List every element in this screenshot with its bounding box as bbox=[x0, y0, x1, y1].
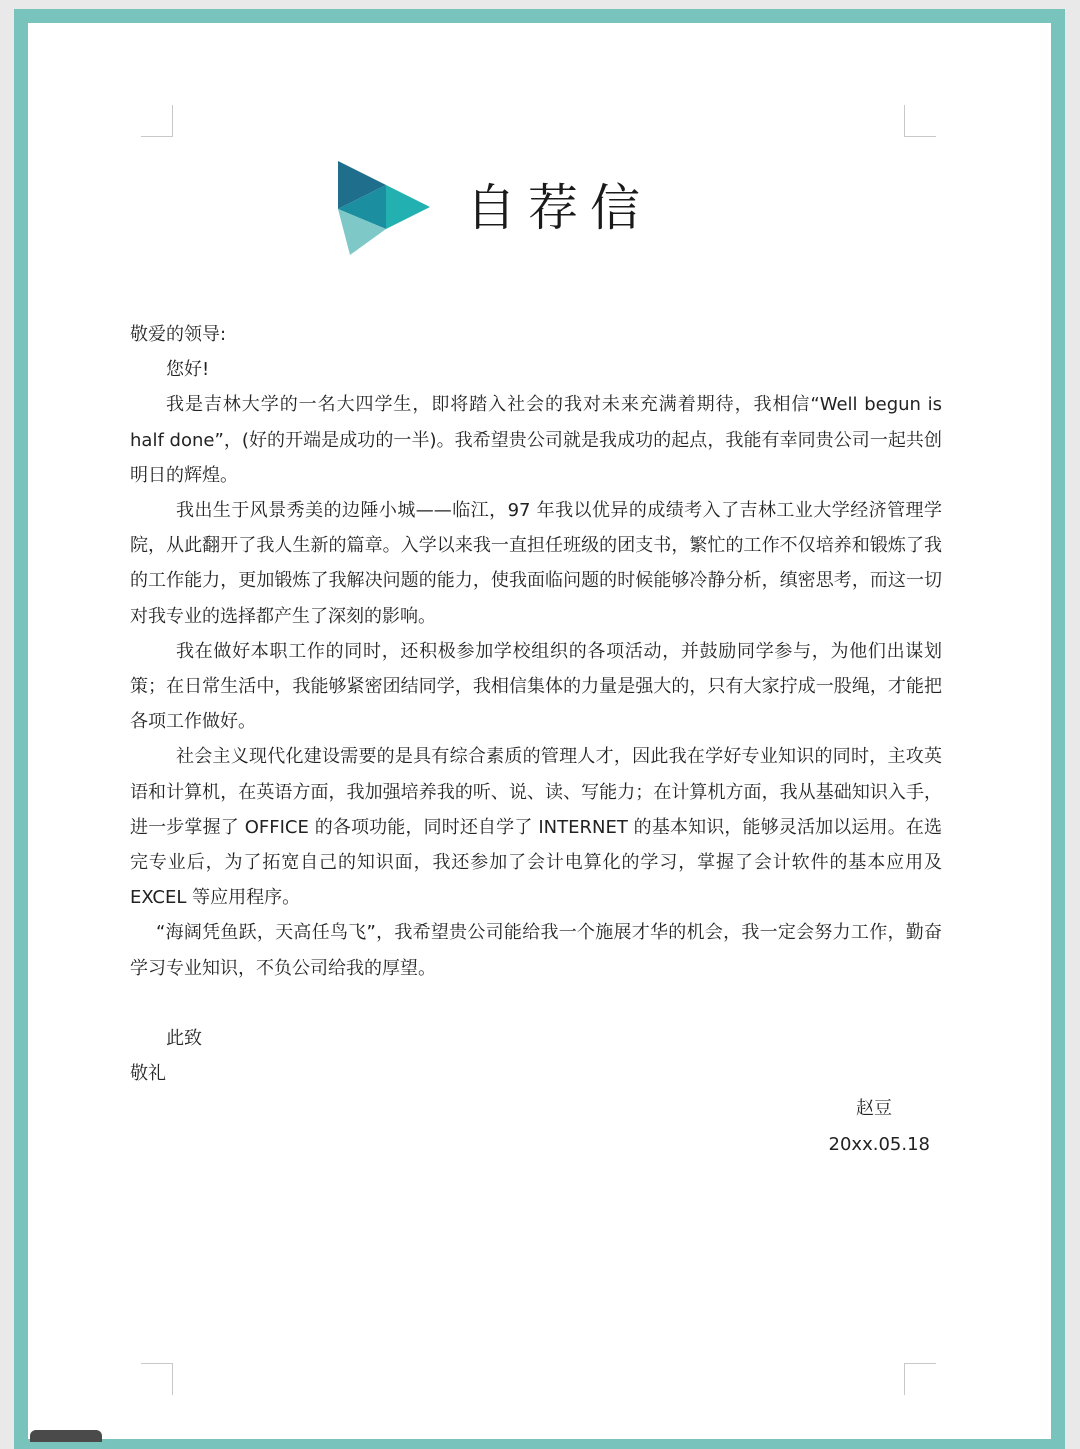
paragraph-closing: “海阔凭鱼跃，天高任鸟飞”，我希望贵公司能给我一个施展才华的机会，我一定会努力工作，勤奋学习专业知识，不负公司给我的厚望。 bbox=[130, 922, 942, 979]
triangle-play-logo-icon bbox=[338, 161, 438, 257]
document-title: 自荐信 bbox=[466, 179, 652, 237]
blank-line bbox=[130, 986, 942, 1021]
crop-mark-bottom-left-icon bbox=[141, 1363, 173, 1395]
crop-mark-top-right-icon bbox=[904, 105, 936, 137]
logo-teal-triangle bbox=[386, 185, 430, 229]
greeting: 您好! bbox=[166, 359, 210, 381]
paragraph-background: 我出生于风景秀美的边陲小城——临江，97 年我以优异的成绩考入了吉林工业大学经济管理学院，从此翻开了我人生新的篇章。入学以来我一直担任班级的团支书，繁忙的工作不仅培养和锻炼了我的工作能力，更加锻炼了我解决问题的能力，使我面临问题的时候能够冷静分析，缜密思考，而这一切对我专业的选择都产生了深刻的影响。 bbox=[130, 500, 942, 627]
letter-body bbox=[130, 317, 942, 1162]
closing-salute: 敬礼 bbox=[130, 1063, 166, 1085]
bottom-handle bbox=[30, 1430, 102, 1442]
closing-phrase: 此致 bbox=[166, 1028, 202, 1050]
crop-mark-top-left-icon bbox=[141, 105, 173, 137]
salutation: 敬爱的领导: bbox=[130, 324, 227, 345]
signature-name: 赵豆 bbox=[856, 1098, 892, 1120]
document-page bbox=[28, 23, 1051, 1439]
paragraph-skills: 社会主义现代化建设需要的是具有综合素质的管理人才，因此我在学好专业知识的同时，主攻英语和计算机，在英语方面，我加强培养我的听、说、读、写能力；在计算机方面，我从基础知识入手，进一步掌握了 OFFICE 的各项功能，同时还自学了 INTERNET 的基本知识，能够灵活加以运用。在选完专业后，为了拓宽自己的知识面，我还参加了会计电算化的学习，掌握了会计软件的基本应用及 EXCEL 等应用程序。 bbox=[130, 746, 942, 909]
signature-date: 20xx.05.18 bbox=[828, 1133, 930, 1155]
crop-mark-bottom-right-icon bbox=[904, 1363, 936, 1395]
paragraph-activities: 我在做好本职工作的同时，还积极参加学校组织的各项活动，并鼓励同学参与，为他们出谋划策；在日常生活中，我能够紧密团结同学，我相信集体的力量是强大的，只有大家拧成一股绳，才能把各项工作做好。 bbox=[130, 640, 942, 733]
paragraph-intro: 我是吉林大学的一名大四学生，即将踏入社会的我对未来充满着期待，我相信“Well begun is half done”，(好的开端是成功的一半)。我希望贵公司就是我成功的起点，我能有幸同贵公司一起共创明日的辉煌。 bbox=[130, 394, 942, 486]
